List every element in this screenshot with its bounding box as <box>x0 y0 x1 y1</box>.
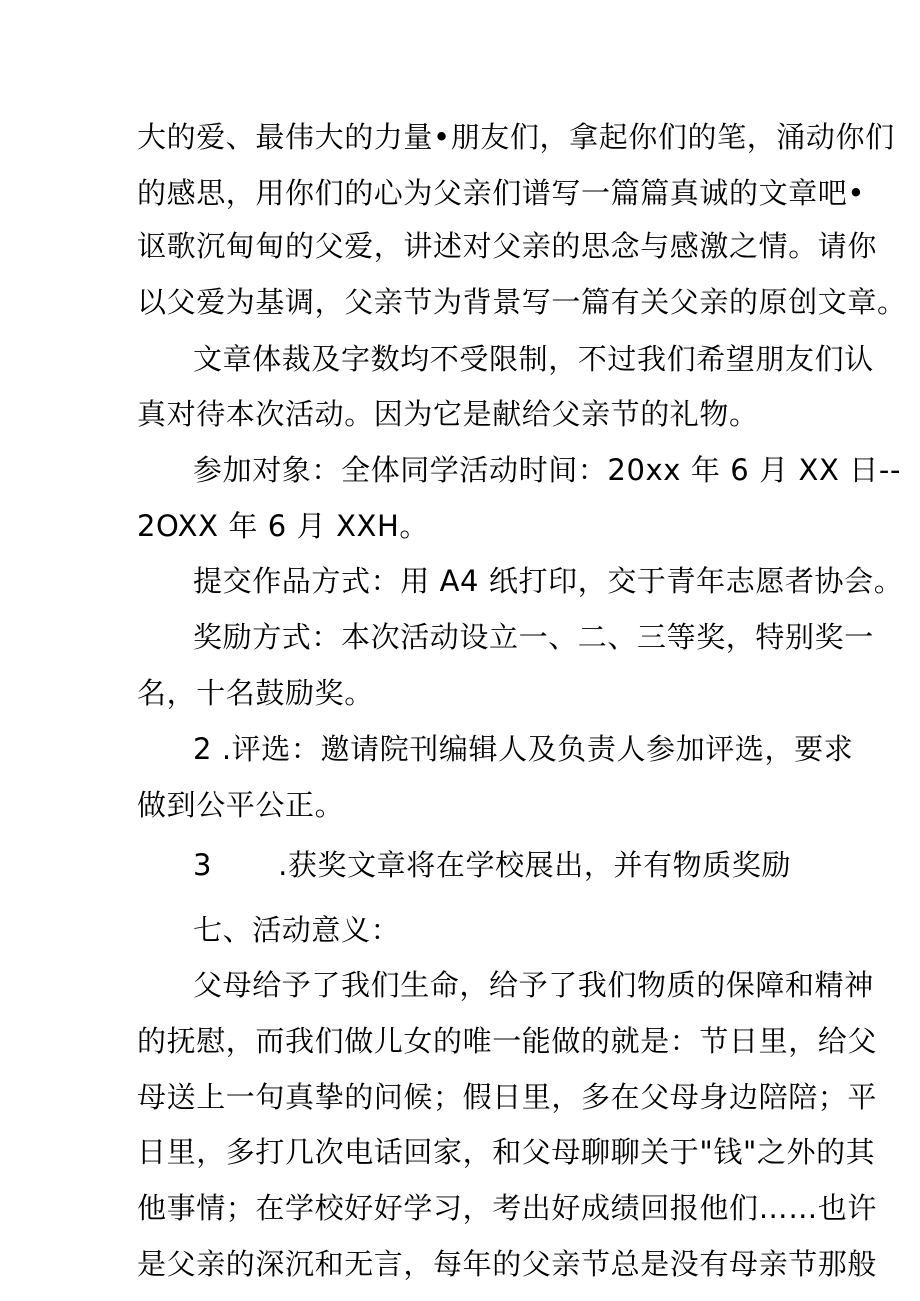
paragraph-line: 文章体裁及字数均不受限制，不过我们希望朋友们认 <box>193 342 874 376</box>
paragraph-line: 是父亲的深沉和无言，每年的父亲节总是没有母亲节那般 <box>137 1247 878 1281</box>
paragraph-line: 以父爱为基调，父亲节为背景写一篇有关父亲的原创文章。 <box>137 285 907 319</box>
paragraph-line: 2OXX 年 6 月 XXH。 <box>137 509 430 543</box>
paragraph-line: 名，十名鼓励奖。 <box>137 676 374 710</box>
list-text: .获奖文章将在学校展出，并有物质奖励 <box>278 848 792 882</box>
paragraph-line: 大的爱、最伟大的力量•朋友们，拿起你们的笔，涌动你们 <box>137 120 895 154</box>
paragraph-line: 母送上一句真挚的问候；假日里，多在父母身边陪陪；平 <box>137 1080 878 1114</box>
list-number: 3 <box>193 848 213 882</box>
section-heading: 七、活动意义： <box>193 913 401 947</box>
paragraph-line: 日里，多打几次电话回家，和父母聊聊关于"钱"之外的其 <box>137 1135 876 1169</box>
paragraph-line: 参加对象：全体同学活动时间：20xx 年 6 月 XX 日-- <box>193 453 902 487</box>
paragraph-line: 他事情；在学校好好学习，考出好成绩回报他们……也许 <box>137 1191 878 1225</box>
paragraph-line: 父母给予了我们生命，给予了我们物质的保障和精神 <box>193 968 874 1002</box>
list-item-2: 2 .评选：邀请院刊编辑人及负责人参加评选，要求 <box>193 732 854 766</box>
paragraph-line: 讴歌沉甸甸的父爱，讲述对父亲的思念与感激之情。请你 <box>137 229 878 263</box>
list-item-3 <box>193 845 791 885</box>
paragraph-line: 的抚慰，而我们做儿女的唯一能做的就是：节日里，给父 <box>137 1024 878 1058</box>
paragraph-line: 真对待本次活动。因为它是献给父亲节的礼物。 <box>137 397 759 431</box>
paragraph-line: 提交作品方式：用 A4 纸打印，交于青年志愿者协会。 <box>193 564 904 598</box>
paragraph-line: 做到公平公正。 <box>137 788 345 822</box>
paragraph-line: 的感思，用你们的心为父亲们谱写一篇篇真诚的文章吧• <box>137 176 866 210</box>
paragraph-line: 奖励方式：本次活动设立一、二、三等奖，特别奖一 <box>193 620 874 654</box>
